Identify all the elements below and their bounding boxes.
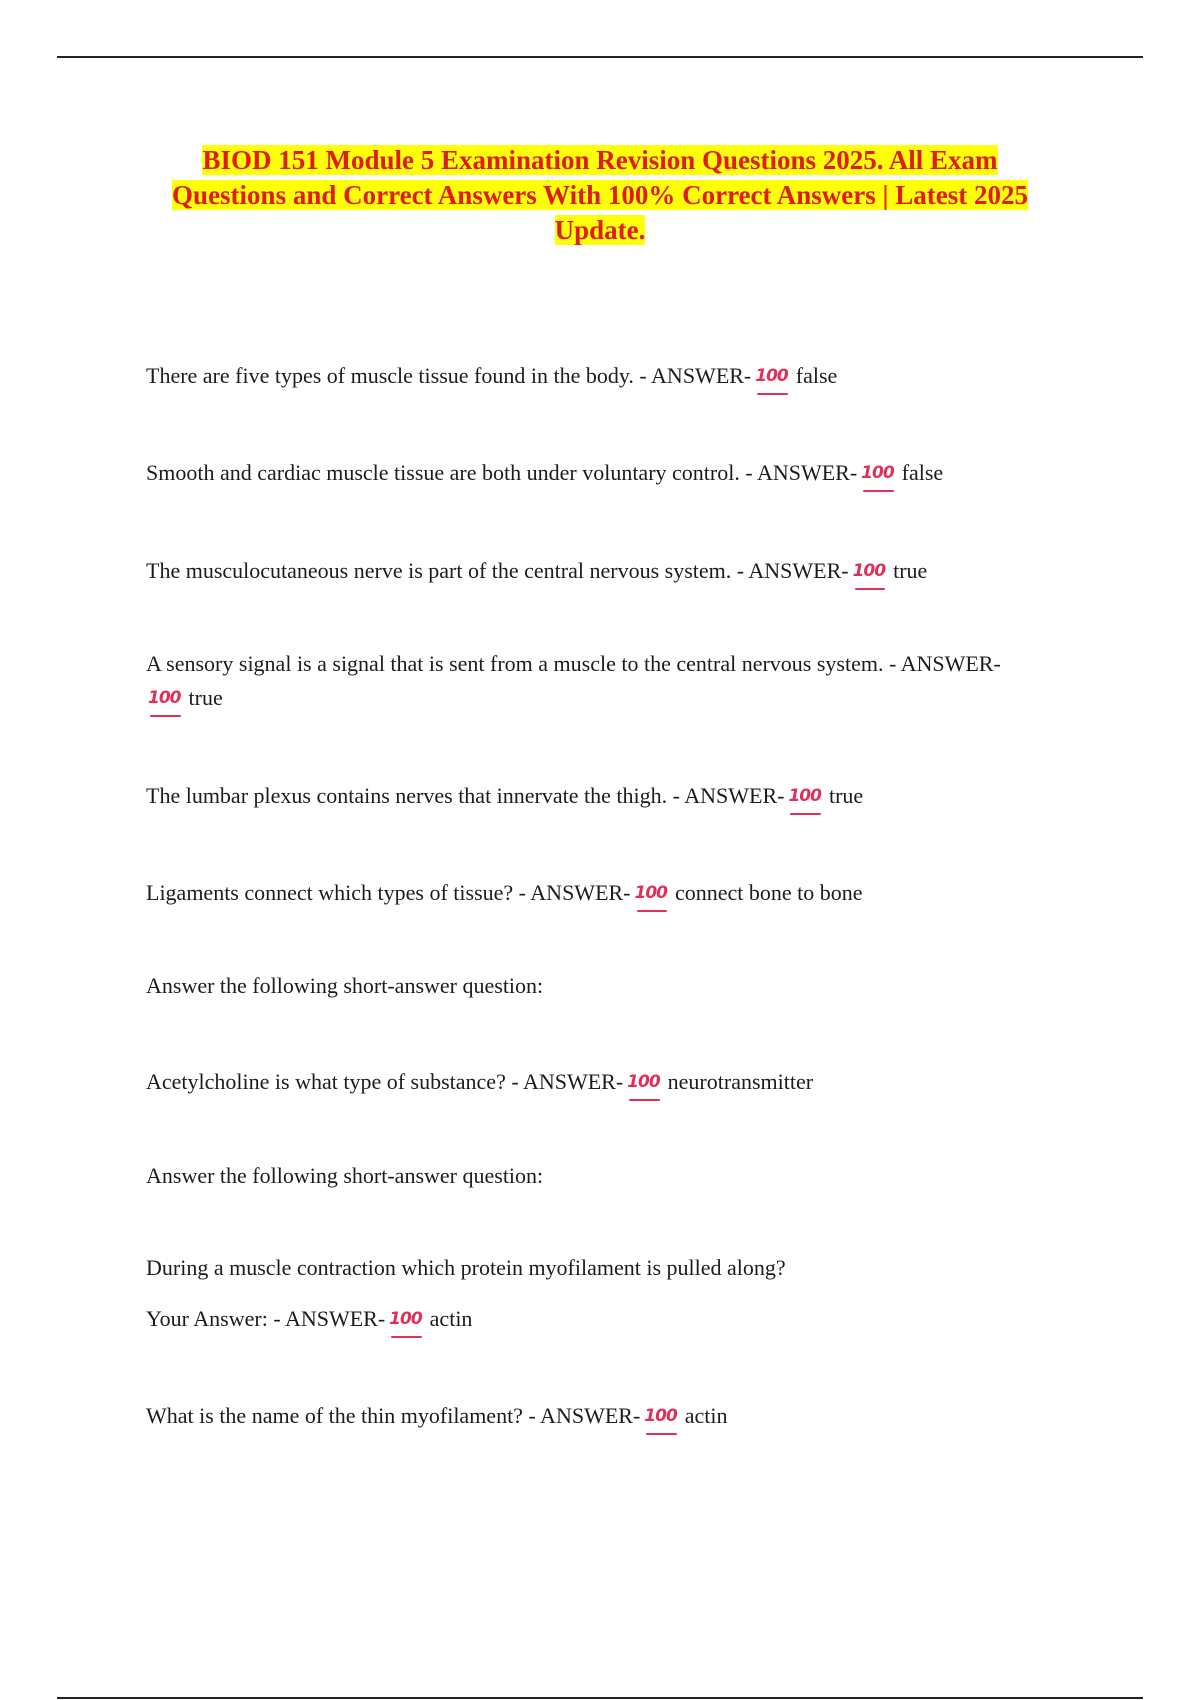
title-line-2: Questions and Correct Answers With 100% Correct Answers | Latest 2025 (172, 180, 1028, 210)
top-rule (57, 56, 1143, 58)
title-line-3: Update. (554, 215, 646, 245)
qa-item (146, 359, 1096, 393)
answer-text: true (188, 685, 223, 710)
qa-item (146, 1065, 1096, 1099)
answer-text: true (893, 558, 928, 583)
hundred-points-icon: 100 (627, 1065, 660, 1099)
question-text: Your Answer: - ANSWER- (146, 1306, 386, 1331)
question-text: There are five types of muscle tissue found in the body. - ANSWER- (146, 363, 752, 388)
answer-text: actin (684, 1403, 728, 1428)
instruction-text: Answer the following short-answer question: (146, 1163, 544, 1188)
question-text: During a muscle contraction which protein myofilament is pulled along? (146, 1255, 786, 1280)
question-text: The lumbar plexus contains nerves that innervate the thigh. - ANSWER- (146, 783, 785, 808)
question-text: What is the name of the thin myofilament? - ANSWER- (146, 1403, 641, 1428)
question-text: A sensory signal is a signal that is sent from a muscle to the central nervous system. - ANSWER- (146, 651, 1001, 676)
question-text: Smooth and cardiac muscle tissue are both under voluntary control. - ANSWER- (146, 460, 858, 485)
document-title (150, 143, 1050, 248)
hundred-points-icon: 100 (635, 876, 668, 910)
qa-item (146, 1399, 1096, 1433)
title-line-1: BIOD 151 Module 5 Examination Revision Questions 2025. All Exam (202, 145, 998, 175)
bottom-rule (57, 1697, 1143, 1699)
question-text: The musculocutaneous nerve is part of the central nervous system. - ANSWER- (146, 558, 849, 583)
answer-text: false (901, 460, 944, 485)
qa-item (146, 647, 1106, 715)
hundred-points-icon: 100 (861, 456, 894, 490)
hundred-points-icon: 100 (644, 1399, 677, 1433)
qa-item (146, 1302, 1096, 1336)
hundred-points-icon: 100 (853, 554, 886, 588)
instruction-text: Answer the following short-answer question: (146, 973, 544, 998)
question-text: Ligaments connect which types of tissue? - ANSWER- (146, 880, 631, 905)
hundred-points-icon: 100 (788, 779, 821, 813)
answer-text: false (795, 363, 838, 388)
qa-item (146, 456, 1096, 490)
answer-text: neurotransmitter (667, 1069, 814, 1094)
qa-item (146, 876, 1096, 910)
qa-item (146, 779, 1096, 813)
answer-text: connect bone to bone (675, 880, 863, 905)
hundred-points-icon: 100 (148, 681, 181, 715)
answer-text: actin (429, 1306, 473, 1331)
hundred-points-icon: 100 (389, 1302, 422, 1336)
hundred-points-icon: 100 (755, 359, 788, 393)
qa-item (146, 554, 1096, 588)
answer-text: true (828, 783, 864, 808)
question-text: Acetylcholine is what type of substance? - ANSWER- (146, 1069, 624, 1094)
